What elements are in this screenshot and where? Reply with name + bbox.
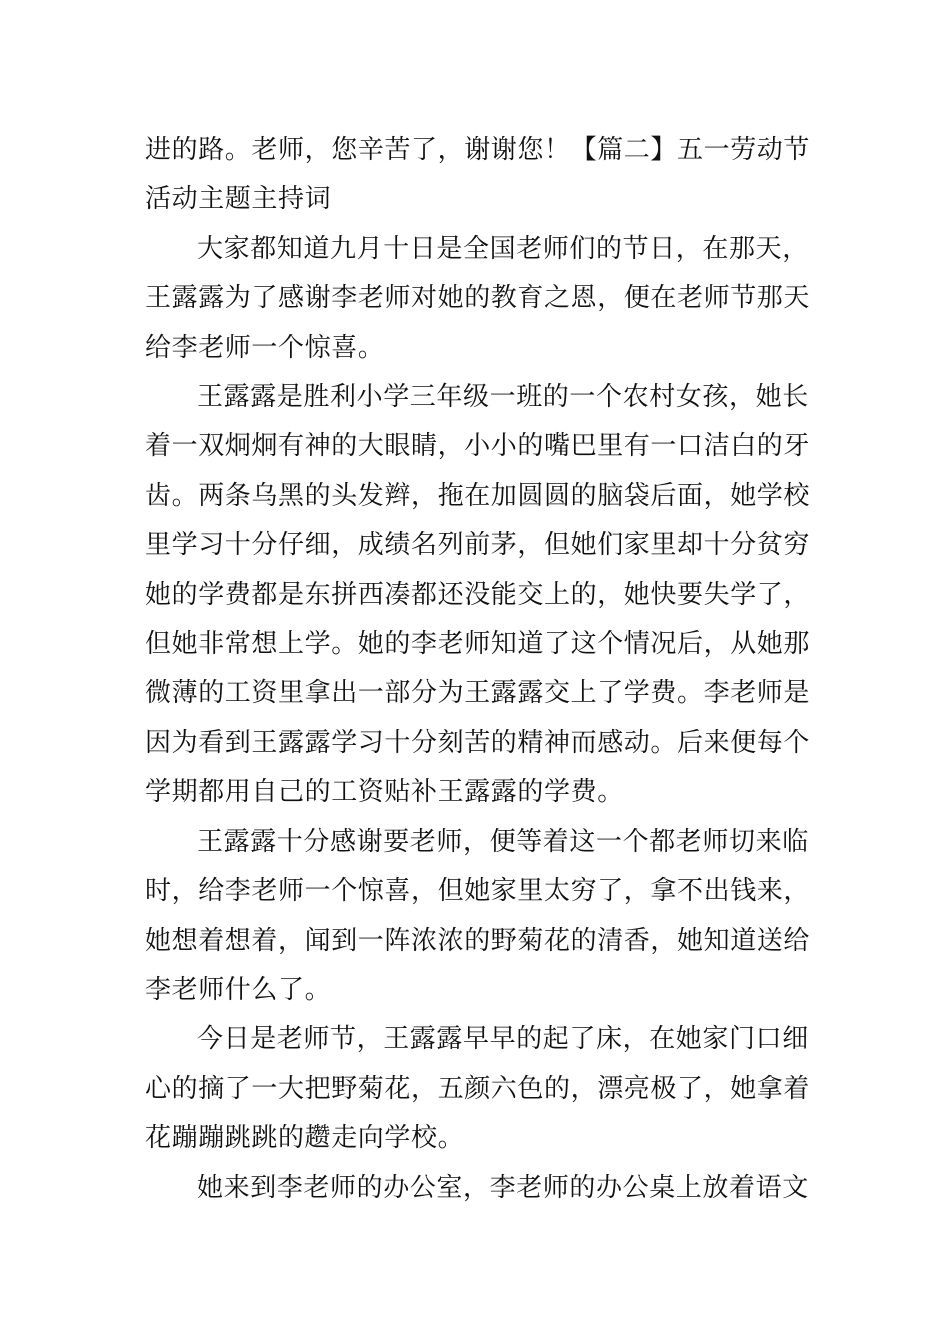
text-line: 齿。两条乌黑的头发辫，拖在加圆圆的脑袋后面，她学校: [145, 480, 811, 511]
text-line: 着一双炯炯有神的大眼睛，小小的嘴巴里有一口洁白的牙: [145, 431, 811, 462]
text-line: 因为看到王露露学习十分刻苦的精神而感动。后来便每个: [145, 727, 811, 758]
text-line: 微薄的工资里拿出一部分为王露露交上了学费。李老师是: [145, 678, 811, 709]
text-line: 王露露是胜利小学三年级一班的一个农村女孩，她长: [197, 382, 809, 413]
text-line: 她来到李老师的办公室，李老师的办公桌上放着语文: [197, 1172, 809, 1203]
paragraph-6: [145, 1164, 807, 1213]
text-line: 给李老师一个惊喜。: [145, 332, 385, 363]
paragraph-1: [145, 126, 811, 225]
paragraph-5: [145, 1015, 811, 1163]
paragraph-4: [145, 818, 811, 1016]
text-line: 但她非常想上学。她的李老师知道了这个情况后，从她那: [145, 629, 811, 660]
text-line: 李老师什么了。: [145, 974, 332, 1005]
paragraph-2: [145, 225, 811, 373]
text-line: 进的路。老师，您辛苦了，谢谢您！【篇二】五一劳动节: [145, 135, 811, 165]
text-line: 心的摘了一大把野菊花，五颜六色的，漂亮极了，她拿着: [145, 1073, 811, 1104]
text-line: 她的学费都是东拼西凑都还没能交上的，她快要失学了，: [145, 579, 811, 610]
text-line: 活动主题主持词: [145, 184, 332, 215]
text-line: 王露露十分感谢要老师，便等着这一个都老师切来临: [197, 826, 809, 857]
text-line: 王露露为了感谢李老师对她的教育之恩，便在老师节那天: [145, 283, 811, 314]
text-line: 时，给李老师一个惊喜，但她家里太穷了，拿不出钱来，: [145, 876, 811, 907]
text-line: 她想着想着，闻到一阵浓浓的野菊花的清香，她知道送给: [145, 925, 811, 956]
paragraph-3: [145, 373, 811, 818]
text-line: 大家都知道九月十日是全国老师们的节日，在那天，: [197, 233, 809, 264]
text-line: 今日是老师节，王露露早早的起了床，在她家门口细: [197, 1024, 809, 1055]
text-line: 学期都用自己的工资贴补王露露的学费。: [145, 777, 624, 808]
text-line: 里学习十分仔细，成绩名列前茅，但她们家里却十分贫穷: [145, 530, 811, 561]
body-text: [145, 126, 811, 1213]
text-line: 花蹦蹦跳跳的趱走向学校。: [145, 1123, 465, 1154]
